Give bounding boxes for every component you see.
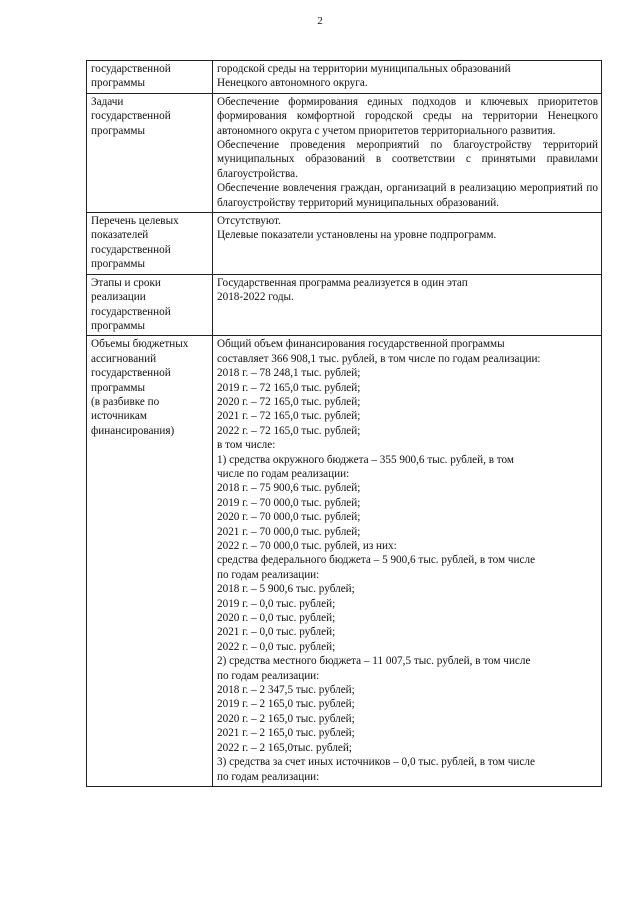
label-line: программы (91, 319, 145, 332)
label-line: Задачи (91, 95, 124, 108)
value-line: городской среды на территории муниципальных образований (217, 63, 511, 75)
value-line: Целевые показатели установлены на уровне подпрограмм. (217, 229, 497, 242)
value-line: 2019 г. – 72 165,0 тыс. рублей; (217, 381, 361, 394)
label-line: реализации (91, 291, 146, 304)
value-line: составляет 366 908,1 тыс. рублей, в том числе по годам реализации: (217, 352, 541, 365)
value-line: 2018 г. – 5 900,6 тыс. рублей; (217, 583, 355, 596)
program-passport-table (86, 60, 602, 787)
value-line: 2022 г. – 70 000,0 тыс. рублей, из них: (217, 540, 397, 552)
value-line: 2022 г. – 72 165,0 тыс. рублей; (217, 424, 361, 437)
value-line: 2020 г. – 72 165,0 тыс. рублей; (217, 395, 361, 408)
value-line: 2020 г. – 70 000,0 тыс. рублей; (217, 511, 361, 524)
label-line: программы (91, 124, 145, 137)
row-label-cell (87, 61, 213, 94)
value-line: по годам реализации: (217, 669, 320, 682)
label-line: Этапы и сроки (91, 276, 161, 289)
value-line: по годам реализации: (217, 770, 320, 783)
value-line: 2018-2022 годы. (217, 291, 294, 304)
label-line: финансирования) (91, 424, 175, 437)
row-value-cell (213, 213, 602, 275)
value-line: Общий объем финансирования государственной программы (217, 338, 505, 351)
label-line: показателей (91, 229, 149, 242)
value-line: Государственная программа реализуется в один этап (217, 276, 468, 289)
label-line: государственной (91, 367, 171, 380)
table-row (87, 336, 602, 787)
value-line: числе по годам реализации: (217, 467, 350, 480)
value-line: по годам реализации: (217, 568, 320, 581)
label-line: программы (91, 77, 145, 90)
value-line: Отсутствуют. (217, 215, 281, 228)
label-line: государственной (91, 243, 171, 256)
table-row (87, 93, 602, 212)
page-number: 2 (317, 15, 323, 27)
value-line: 1) средства окружного бюджета – 355 900,6 тыс. рублей, в том (217, 453, 514, 466)
value-line: 2021 г. – 70 000,0 тыс. рублей; (217, 525, 361, 538)
row-label-cell (87, 93, 213, 212)
label-line: источникам (91, 410, 147, 423)
value-line: 2021 г. – 72 165,0 тыс. рублей; (217, 410, 361, 423)
label-line: государственной (91, 63, 171, 75)
value-line: 2020 г. – 2 165,0 тыс. рублей; (217, 712, 355, 725)
label-line: программы (91, 258, 145, 271)
row-value-cell (213, 274, 602, 336)
row-label-cell (87, 336, 213, 787)
label-line: Перечень целевых (91, 215, 179, 228)
row-label-cell (87, 213, 213, 275)
table-row (87, 213, 602, 275)
value-line: 3) средства за счет иных источников – 0,0 тыс. рублей, в том числе (217, 756, 535, 769)
value-line: 2020 г. – 0,0 тыс. рублей; (217, 612, 336, 625)
value-line: средства федерального бюджета – 5 900,6 тыс. рублей, в том числе (217, 554, 536, 567)
row-value-cell (213, 93, 602, 212)
label-line: государственной (91, 305, 171, 318)
value-line: 2018 г. – 75 900,6 тыс. рублей; (217, 482, 361, 495)
value-line: 2018 г. – 78 248,1 тыс. рублей; (217, 367, 361, 380)
value-line: 2022 г. – 2 165,0тыс. рублей; (217, 741, 352, 754)
value-line: 2019 г. – 2 165,0 тыс. рублей; (217, 698, 355, 711)
value-line: 2021 г. – 2 165,0 тыс. рублей; (217, 727, 355, 740)
value-line: 2019 г. – 70 000,0 тыс. рублей; (217, 496, 361, 509)
task-paragraph: Обеспечение вовлечения граждан, организаций в реализацию мероприятий по благоустройству территорий муниципальных образований. (217, 182, 598, 209)
value-line: 2019 г. – 0,0 тыс. рублей; (217, 597, 336, 610)
value-line: 2022 г. – 0,0 тыс. рублей; (217, 640, 336, 653)
label-line: Объемы бюджетных (91, 338, 189, 351)
table-row (87, 61, 602, 94)
value-line: 2021 г. – 0,0 тыс. рублей; (217, 626, 336, 639)
label-line: ассигнований (91, 352, 157, 365)
row-label-cell (87, 274, 213, 336)
row-value-cell (213, 336, 602, 787)
value-line: 2) средства местного бюджета – 11 007,5 тыс. рублей, в том числе (217, 655, 531, 668)
label-line: программы (91, 381, 145, 394)
task-paragraph: Обеспечение проведения мероприятий по благоустройству территорий муниципальных образований в соответствии с принятыми правилами благоустройства. (217, 139, 598, 180)
value-line: 2018 г. – 2 347,5 тыс. рублей; (217, 684, 355, 697)
value-line: в том числе: (217, 439, 276, 452)
label-line: (в разбивке по (91, 395, 160, 408)
value-line: Ненецкого автономного округа. (217, 77, 368, 90)
table-row (87, 274, 602, 336)
label-line: государственной (91, 110, 171, 123)
task-paragraph: Обеспечение формирования единых подходов и ключевых приоритетов формирования комфортной городской среды на территории Ненецкого автономного округа с учетом приоритетов территориального развития. (217, 95, 598, 137)
row-value-cell (213, 61, 602, 94)
